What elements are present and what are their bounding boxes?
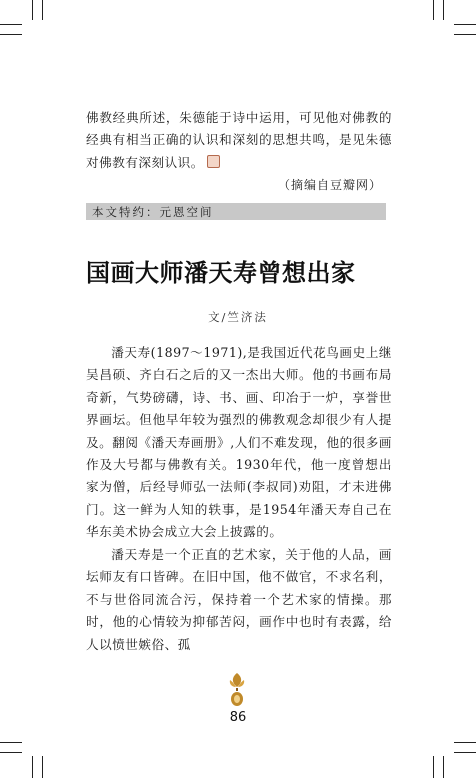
crop-mark: [42, 756, 43, 778]
page-number: 86: [229, 710, 247, 725]
crop-mark: [443, 756, 444, 778]
crop-mark: [42, 0, 43, 20]
crop-mark: [454, 24, 476, 25]
source-note: （摘编自豆瓣网）: [277, 178, 382, 192]
crop-mark: [454, 34, 476, 35]
crop-mark: [0, 24, 22, 25]
crop-mark: [433, 0, 434, 20]
crop-mark: [32, 0, 33, 20]
intro-paragraph: [86, 107, 392, 174]
sponsor-bar: [86, 203, 386, 220]
crop-mark: [0, 752, 22, 753]
crop-mark: [454, 742, 476, 743]
crop-mark: [443, 0, 444, 20]
article-paragraph-2: 潘天寿是一个正直的艺术家，关于他的人品，画坛师友有口皆碑。在旧中国，他不做官，不求名利，不与世俗同流合污，保持着一个艺术家的情操。那时，他的心情较为抑郁苦闷，画作中也时有表露，给人以愤世嫉俗、孤: [86, 547, 392, 652]
crop-mark: [0, 742, 22, 743]
crop-mark: [0, 34, 22, 35]
crop-mark: [32, 756, 33, 778]
sponsor-text: 本文特约：元恩空间: [92, 205, 214, 219]
lotus-ornament-icon: [226, 672, 248, 708]
article-title: 国画大师潘天寿曾想出家: [86, 259, 356, 287]
seal-stamp-icon: [207, 155, 220, 168]
article-byline: 文/竺济法: [208, 310, 268, 324]
crop-mark: [454, 752, 476, 753]
crop-mark: [433, 756, 434, 778]
intro-text: 佛教经典所述，朱德能于诗中运用，可见他对佛教的经典有相当正确的认识和深刻的思想共鸣，是见朱德对佛教有深刻认识。: [86, 110, 392, 170]
article-paragraph-1: 潘天寿(1897～1971),是我国近代花鸟画史上继吴昌硕、齐白石之后的又一杰出大师。他的书画布局奇新，气势磅礴，诗、书、画、印冶于一炉，享誉世界画坛。但他早年较为强烈的佛教观念却很少有人提及。翻阅《潘天寿画册》,人们不难发现，他的很多画作及大号都与佛教有关。1930年代，他一度曾想出家为僧，后经导师弘一法师(李叔同)劝阻，才未进佛门。这一鲜为人知的轶事，是1954年潘天寿自己在华东美术协会成立大会上披露的。: [86, 345, 392, 540]
